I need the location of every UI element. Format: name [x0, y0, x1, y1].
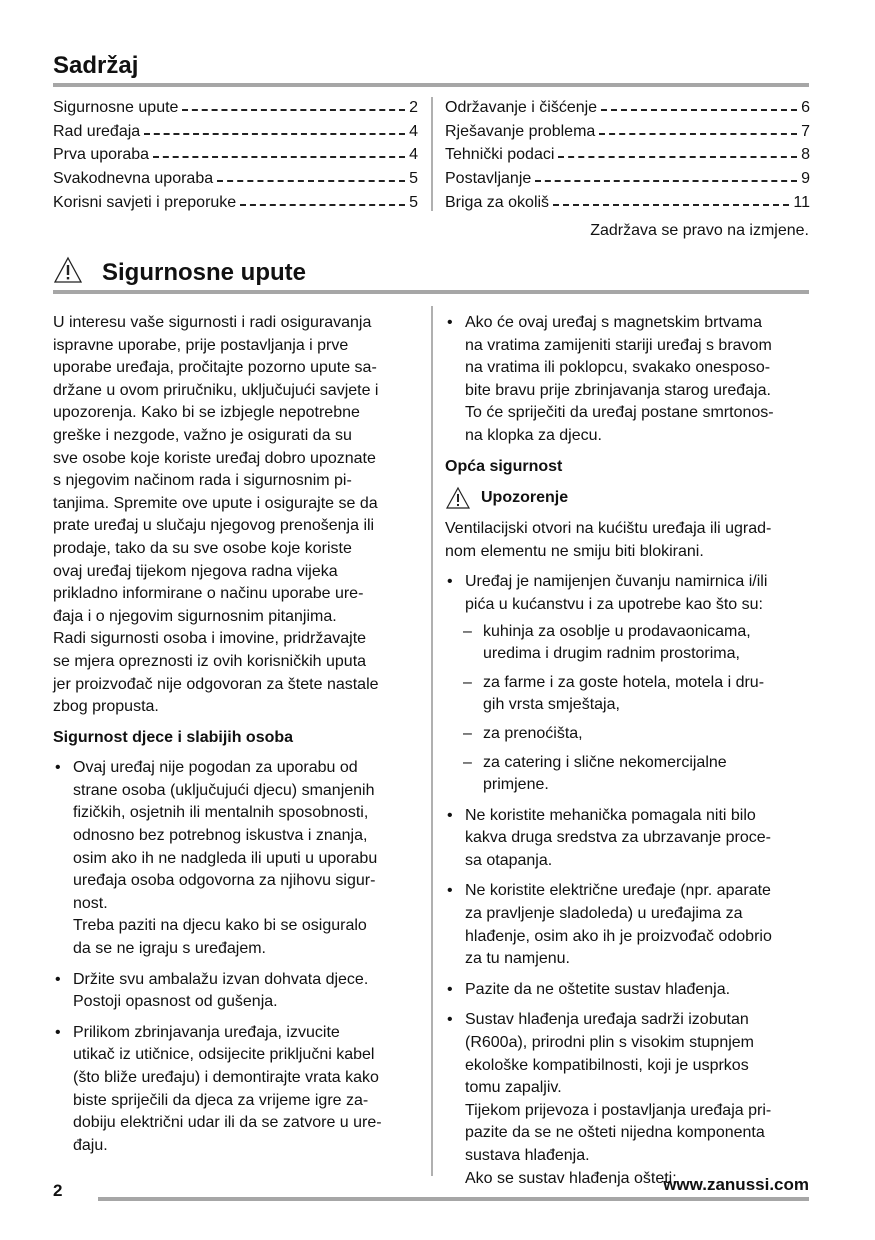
- list-item: [445, 312, 810, 448]
- dash-icon: –: [463, 673, 472, 691]
- sub-item-text: za catering i slične nekomercijalne primjene.: [483, 753, 727, 794]
- footer-rule: [98, 1197, 809, 1201]
- toc-divider: [431, 97, 433, 211]
- toc-item[interactable]: [53, 191, 418, 215]
- toc-item[interactable]: [445, 191, 810, 215]
- toc-page: 4: [409, 146, 418, 164]
- bullet-icon: •: [447, 806, 453, 824]
- toc-label: Tehnički podaci: [445, 146, 555, 164]
- toc-page: 6: [801, 99, 810, 116]
- sub-list-item: [463, 723, 810, 746]
- dash-icon: –: [463, 724, 472, 742]
- toc-label: Svakodnevna uporaba: [53, 170, 214, 188]
- toc-label: Održavanje i čišćenje: [445, 99, 598, 116]
- bullet-icon: •: [447, 980, 453, 998]
- toc-right: [445, 96, 810, 215]
- general-safety-heading: Opća sigurnost: [445, 457, 563, 475]
- toc-title: Sadržaj: [53, 52, 139, 79]
- section-title: Sigurnosne upute: [102, 259, 306, 286]
- bullet-icon: •: [447, 573, 453, 591]
- list-item: [445, 571, 810, 616]
- toc-item[interactable]: [53, 120, 418, 144]
- bullet-text: Ako će ovaj uređaj s magnetskim brtvama na vratima zamijeniti stariji uređaj s bravom na vratima ili poklopcu, svakako onesposo- bite bravu prije zbrinjavanja starog uređaja. To će spriječiti da uređaj postane smrtonos- na klopka za djecu.: [465, 314, 774, 444]
- toc-leader: [217, 166, 405, 182]
- toc-label: Korisni savjeti i preporuke: [53, 193, 237, 211]
- list-item: [445, 805, 810, 873]
- toc-page: 5: [409, 170, 418, 188]
- bullet-icon: •: [55, 1023, 61, 1041]
- toc-label: Briga za okoliš: [445, 193, 550, 211]
- toc-page: 7: [801, 122, 810, 140]
- toc-item[interactable]: [445, 96, 810, 120]
- bullet-icon: •: [447, 882, 453, 900]
- bullet-text: Ne koristite mehanička pomagala niti bilo kakva druga sredstva za ubrzavanje proce- sa otapanja.: [465, 806, 771, 869]
- toc-label: Rad uređaja: [53, 122, 141, 140]
- rights-note: Zadržava se pravo na izmjene.: [590, 222, 809, 239]
- bullet-text: Pazite da ne oštetite sustav hlađenja.: [465, 980, 731, 998]
- right-column: [445, 312, 810, 1198]
- toc-leader: [535, 166, 797, 182]
- website-link[interactable]: www.zanussi.com: [663, 1175, 809, 1194]
- dash-icon: –: [463, 753, 472, 771]
- children-safety-heading: Sigurnost djece i slabijih osoba: [53, 728, 294, 746]
- bullet-text: Ovaj uređaj nije pogodan za uporabu od strane osoba (uključujući djecu) smanjenih fizičkih, osjetnih ili mentalnih sposobnosti, odnosno bez potrebnog iskustva i znanja, osim ako ih ne nadgleda ili uputi u uporabu uređaja osoba odgovorna za njihovu sigur- nost. Treba paziti na djecu kako bi se osiguralo da se ne igraju s uređajem.: [73, 759, 378, 958]
- warning-label: Upozorenje: [481, 488, 569, 506]
- title-rule: [53, 83, 809, 87]
- toc-page: 9: [801, 170, 810, 188]
- list-item: [53, 1022, 418, 1158]
- bullet-text: Uređaj je namijenjen čuvanju namirnica i/ili pića u kućanstvu i za upotrebe kao što su:: [465, 573, 768, 613]
- toc-page: 11: [793, 193, 810, 211]
- section-rule: [53, 290, 809, 294]
- sub-item-text: za farme i za goste hotela, motela i dru- gih vrsta smještaja,: [483, 673, 765, 714]
- toc-left: [53, 96, 418, 215]
- sub-list-item: [463, 621, 810, 666]
- toc-leader: [553, 190, 789, 206]
- bullet-icon: •: [55, 970, 61, 988]
- toc-page: 8: [801, 146, 810, 164]
- sub-item-text: za prenoćišta,: [483, 724, 583, 742]
- toc-label: Postavljanje: [445, 170, 532, 188]
- bullet-icon: •: [55, 759, 61, 777]
- toc-leader: [153, 142, 405, 158]
- toc-item[interactable]: [53, 143, 418, 167]
- toc-leader: [601, 95, 797, 111]
- sub-item-text: kuhinja za osoblje u prodavaonicama, uredima i drugim radnim prostorima,: [483, 622, 751, 663]
- toc-page: 4: [409, 122, 418, 140]
- toc-leader: [599, 119, 797, 135]
- toc-page: 2: [409, 99, 418, 116]
- intro-paragraph: U interesu vaše sigurnosti i radi osiguravanja ispravne uporabe, prije postavljanja i prve uporabe uređaja, pročitajte pozorno upute sa- držane u ovom priručniku, uključujući savjete i upozorenja. Kako bi se izbjegle nepotrebne greške i nezgode, važno je osigurati da su sve osobe koje koriste uređaj dobro upoznate s njegovim načinom rada i sigurnosnim pi- tanjima. Spremite ove upute i osigurajte se da prate uređaj u slučaju njegovog prenošenja ili prodaje, tako da su sve osobe koje koriste ovaj uređaj tijekom njegova radna vijeka prikladno informirane o načinu uporabe ure- đaja i o njegovim sigurnosnim pitanjima. Radi sigurnosti osoba i imovine, pridržavajte se mjera opreznosti iz ovih korisničkih uputa jer proizvođač nije odgovoran za štete nastale zbog propusta.: [53, 314, 379, 716]
- toc-leader: [558, 142, 797, 158]
- toc-leader: [240, 190, 405, 206]
- dash-icon: –: [463, 622, 472, 640]
- sub-list-item: [463, 672, 810, 717]
- toc-label: Rješavanje problema: [445, 122, 596, 140]
- toc-page: 5: [409, 193, 418, 211]
- bullet-text: Prilikom zbrinjavanja uređaja, izvucite utikač iz utičnice, odsijecite priključni kabel (što bliže uređaju) i demontirajte vrata kako biste spriječili da djeca za vrijeme igre za- dobiju električni udar ili da se zatvore u ure- đaju.: [73, 1023, 382, 1154]
- bullet-text: Sustav hlađenja uređaja sadrži izobutan (R600a), prirodni plin s visokim stupnjem ekološke kompatibilnosti, koji je usprkos tomu zapaljiv. Tijekom prijevoza i postavljanja uređaja pri- pazite da se ne ošteti nijedna komponenta sustava hlađenja. Ako se sustav hlađenja ošteti:: [465, 1011, 772, 1187]
- toc-label: Sigurnosne upute: [53, 99, 179, 116]
- toc-item[interactable]: [445, 120, 810, 144]
- list-item: [445, 880, 810, 970]
- list-item: [53, 757, 418, 960]
- toc-item[interactable]: [53, 167, 418, 191]
- left-column: [53, 312, 418, 1165]
- toc-item[interactable]: [445, 167, 810, 191]
- bullet-text: Ne koristite električne uređaje (npr. aparate za pravljenje sladoleda) u uređajima za hlađenje, osim ako ih je proizvođač odobrio za tu namjenu.: [465, 882, 772, 968]
- warning-text: Ventilacijski otvori na kućištu uređaja ili ugrad- nom elementu ne smiju biti blokirani.: [445, 520, 772, 560]
- list-item: [445, 1009, 810, 1190]
- toc-label: Prva uporaba: [53, 146, 150, 164]
- bullet-text: Držite svu ambalažu izvan dohvata djece. Postoji opasnost od gušenja.: [73, 970, 369, 1011]
- bullet-icon: •: [447, 1011, 453, 1029]
- page-number: 2: [53, 1181, 63, 1200]
- toc-leader: [182, 95, 405, 111]
- list-item: [445, 979, 810, 1002]
- column-divider: [431, 306, 433, 1176]
- warning-callout: [445, 486, 810, 510]
- sub-list-item: [463, 752, 810, 797]
- warning-icon: [53, 256, 83, 284]
- toc-leader: [144, 119, 405, 135]
- warning-icon: [445, 486, 471, 510]
- toc-item[interactable]: [53, 96, 418, 120]
- list-item: [53, 969, 418, 1014]
- bullet-icon: •: [447, 314, 453, 331]
- toc-item[interactable]: [445, 143, 810, 167]
